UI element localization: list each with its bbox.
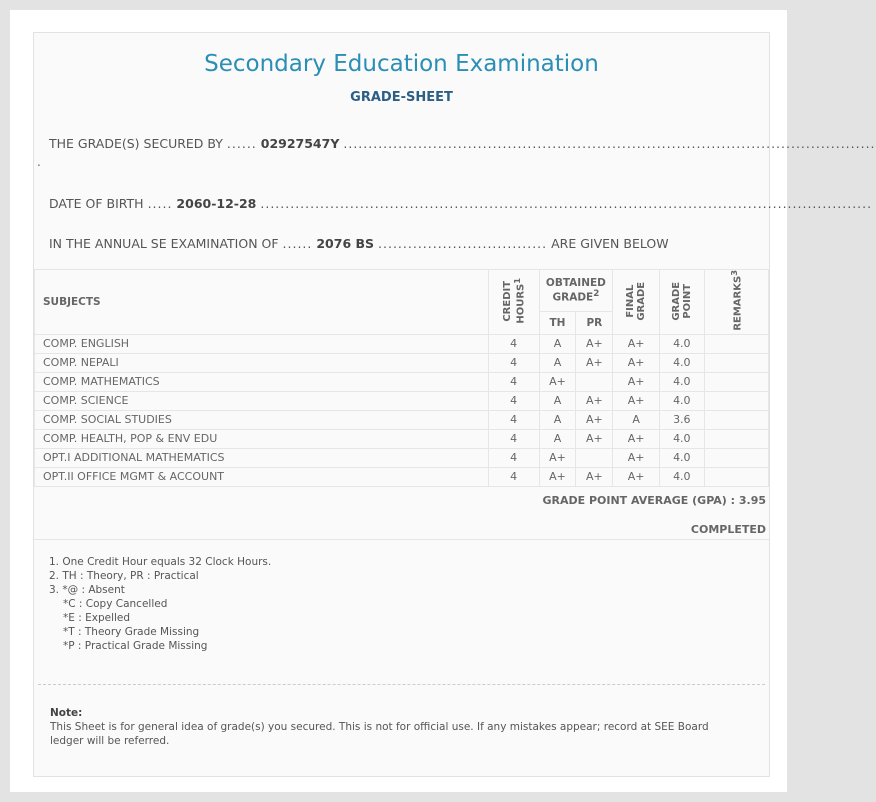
note-text: This Sheet is for general idea of grade(s) you secured. This is not for official use. If any mistakes appear; record at SEE Board ledger will be referred.	[50, 721, 709, 747]
credit-cell: 4	[488, 410, 539, 429]
remarks-cell	[704, 372, 768, 391]
th-grade-cell: A	[539, 429, 576, 448]
footnote: *P : Practical Grade Missing	[63, 640, 208, 652]
final-grade-cell: A+	[613, 391, 660, 410]
subject-cell: COMP. SOCIAL STUDIES	[35, 410, 489, 429]
final-grade-cell: A+	[613, 372, 660, 391]
credit-cell: 4	[488, 429, 539, 448]
final-grade-cell: A+	[613, 429, 660, 448]
th-header: TH	[539, 312, 576, 334]
remarks-cell	[704, 448, 768, 467]
table-row	[35, 391, 769, 410]
pr-grade-cell	[576, 372, 613, 391]
credit-cell: 4	[488, 391, 539, 410]
symbol-number: 02927547Y	[260, 136, 340, 151]
remarks-header: REMARKS$^3$	[704, 270, 768, 335]
th-grade-cell: A+	[539, 372, 576, 391]
table-row	[35, 410, 769, 429]
secured-by-label: THE GRADE(S) SECURED BY	[49, 136, 223, 151]
table-row	[35, 448, 769, 467]
final-grade-cell: A+	[613, 467, 660, 486]
remarks-cell	[704, 353, 768, 372]
grade-point-cell: 4.0	[659, 391, 704, 410]
grade-point-cell: 3.6	[659, 410, 704, 429]
gpa-summary: GRADE POINT AVERAGE (GPA) : 3.95	[542, 494, 766, 507]
date-of-birth: 2060-12-28	[176, 196, 257, 211]
footnote: 3. *@ : Absent	[49, 584, 125, 596]
subject-cell: OPT.I ADDITIONAL MATHEMATICS	[35, 448, 489, 467]
result-status: COMPLETED	[690, 523, 766, 536]
dob-line: DATE OF BIRTH ..... 2060-12-28 ...........................................................................................................................	[49, 196, 873, 211]
footnote: *T : Theory Grade Missing	[63, 626, 200, 638]
final-grade-cell: A+	[613, 448, 660, 467]
table-row	[35, 467, 769, 486]
remarks-cell	[704, 391, 768, 410]
grade-point-cell: 4.0	[659, 429, 704, 448]
pr-grade-cell: A+	[576, 353, 613, 372]
table-row	[35, 334, 769, 353]
dob-label: DATE OF BIRTH	[49, 196, 144, 211]
credit-cell: 4	[488, 334, 539, 353]
footnote: *C : Copy Cancelled	[63, 598, 168, 610]
grade-point-cell: 4.0	[659, 353, 704, 372]
note	[50, 706, 740, 748]
grade-sheet	[33, 32, 876, 777]
obtained-grade-header: OBTAINED GRADE$^2$	[539, 270, 613, 312]
pr-grade-cell: A+	[576, 391, 613, 410]
credit-cell: 4	[488, 467, 539, 486]
credit-cell: 4	[488, 353, 539, 372]
remarks-cell	[704, 467, 768, 486]
remarks-cell	[704, 410, 768, 429]
grade-rows	[35, 334, 769, 486]
final-grade-cell: A	[613, 410, 660, 429]
final-grade-cell: A+	[613, 353, 660, 372]
th-grade-cell: A+	[539, 467, 576, 486]
footnote: *E : Expelled	[63, 612, 131, 624]
table-row	[35, 353, 769, 372]
dashed-divider	[38, 684, 765, 685]
remarks-cell	[704, 334, 768, 353]
credit-hours-header: CREDIT HOURS$^1$	[488, 270, 539, 335]
pr-grade-cell: A+	[576, 467, 613, 486]
subject-cell: COMP. ENGLISH	[35, 334, 489, 353]
pr-grade-cell: A+	[576, 334, 613, 353]
grade-point-cell: 4.0	[659, 467, 704, 486]
final-grade-header: FINAL GRADE	[613, 270, 660, 335]
pr-grade-cell: A+	[576, 410, 613, 429]
exam-suffix: ARE GIVEN BELOW	[551, 236, 669, 251]
divider	[34, 539, 769, 540]
footnotes	[49, 555, 271, 653]
remarks-cell	[704, 429, 768, 448]
stray-dot: .	[37, 155, 41, 169]
th-grade-cell: A+	[539, 448, 576, 467]
footnote: 1. One Credit Hour equals 32 Clock Hours.	[49, 556, 272, 568]
exam-year: 2076 BS	[316, 236, 375, 251]
th-grade-cell: A	[539, 353, 576, 372]
credit-cell: 4	[488, 448, 539, 467]
subject-cell: COMP. HEALTH, POP & ENV EDU	[35, 429, 489, 448]
grades-table	[34, 269, 769, 487]
exam-line: IN THE ANNUAL SE EXAMINATION OF ...... 2076 BS .................................. ARE GIVEN BELOW	[49, 236, 669, 251]
subject-cell: COMP. NEPALI	[35, 353, 489, 372]
subject-cell: COMP. MATHEMATICS	[35, 372, 489, 391]
exam-title: Secondary Education Examination	[204, 51, 599, 77]
pr-grade-cell	[576, 448, 613, 467]
grade-sheet-subtitle: GRADE-SHEET	[350, 90, 453, 105]
th-grade-cell: A	[539, 391, 576, 410]
note-label: Note:	[50, 707, 83, 719]
exam-label: IN THE ANNUAL SE EXAMINATION OF	[49, 236, 279, 251]
table-row	[35, 372, 769, 391]
table-row	[35, 429, 769, 448]
subjects-header: SUBJECTS	[35, 270, 489, 335]
final-grade-cell: A+	[613, 334, 660, 353]
subject-cell: COMP. SCIENCE	[35, 391, 489, 410]
subject-cell: OPT.II OFFICE MGMT & ACCOUNT	[35, 467, 489, 486]
grade-point-header: GRADE POINT	[659, 270, 704, 335]
grade-point-cell: 4.0	[659, 334, 704, 353]
credit-cell: 4	[488, 372, 539, 391]
th-grade-cell: A	[539, 334, 576, 353]
grade-point-cell: 4.0	[659, 372, 704, 391]
secured-by-line: THE GRADE(S) SECURED BY ...... 02927547Y ...........................................................................................................	[49, 136, 876, 151]
footnote: 2. TH : Theory, PR : Practical	[49, 570, 199, 582]
th-grade-cell: A	[539, 410, 576, 429]
pr-grade-cell: A+	[576, 429, 613, 448]
grade-point-cell: 4.0	[659, 448, 704, 467]
pr-header: PR	[576, 312, 613, 334]
